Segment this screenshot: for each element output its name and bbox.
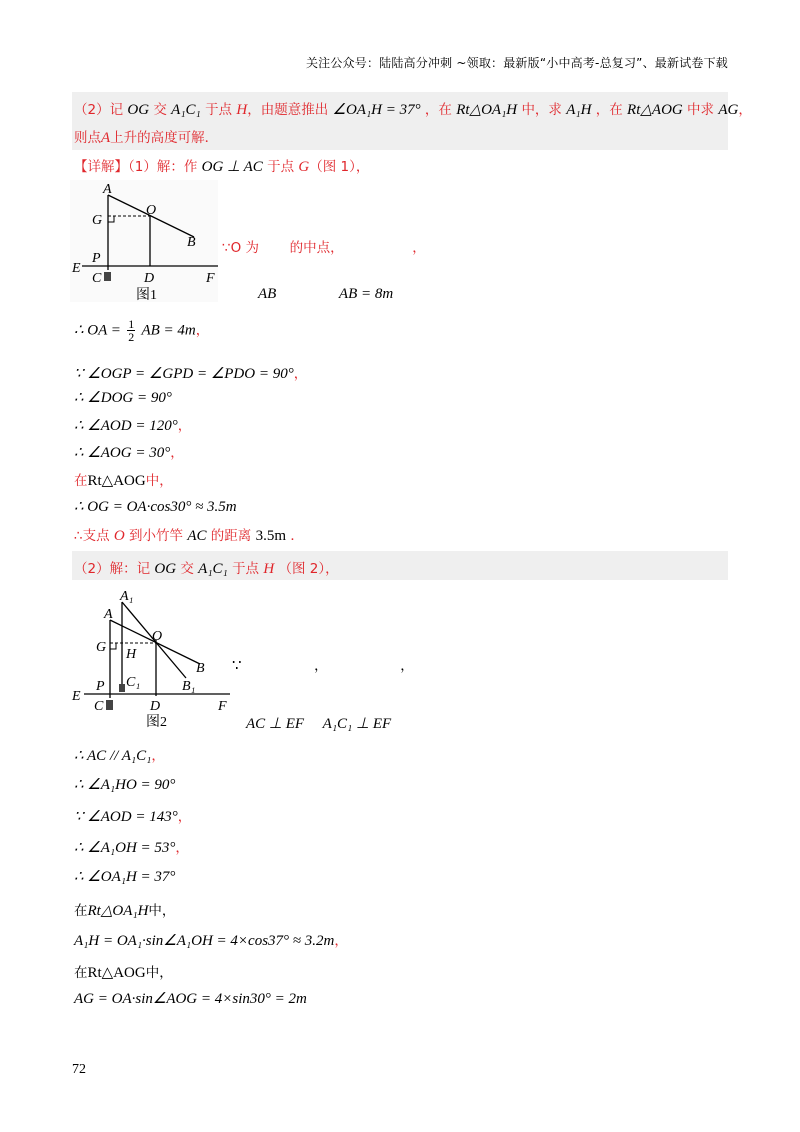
math: ∵ ∠OGP = ∠GPD = ∠PDO = 90°	[74, 366, 294, 382]
label-p: P	[96, 679, 105, 694]
punct: ，	[293, 366, 308, 382]
step2-3	[74, 805, 191, 826]
analysis-line-2	[74, 126, 218, 147]
detail-line-1	[74, 155, 369, 176]
math-rt2: Rt△AOG	[627, 102, 683, 118]
text: ，	[738, 102, 752, 118]
page-number: 72	[72, 1062, 86, 1077]
math: ∴ OA =	[74, 322, 121, 339]
text: ，在	[595, 102, 623, 118]
figure-1-caption: 图1	[136, 288, 157, 302]
text: ，由题意推出	[247, 102, 329, 118]
math: ∵ ∠AOD = 143°	[74, 809, 178, 825]
math-ac-perp-ef: AC ⊥ EF	[246, 716, 305, 732]
math-h: H	[236, 102, 248, 118]
math-ab-8m: AB = 8m	[338, 286, 394, 302]
fig1-side-text	[222, 236, 426, 256]
label-h: H	[126, 647, 137, 662]
text: ，	[314, 658, 328, 674]
step2-6	[74, 899, 175, 920]
step2-5	[74, 867, 175, 886]
right-angle-mark	[110, 643, 116, 649]
text: 的距离	[210, 528, 252, 544]
math-a1c1-perp-ef: A₁C₁ ⊥ EF	[322, 716, 392, 732]
math-a1h: A₁H	[566, 102, 592, 118]
text: 则点	[74, 130, 101, 146]
text: 中，求	[521, 102, 562, 118]
label-p: P	[92, 251, 101, 266]
math: ∴ ∠AOD = 120°	[74, 418, 178, 434]
step-1	[74, 318, 209, 343]
text: ，	[412, 240, 426, 256]
figure-2-caption: 图2	[146, 715, 167, 730]
text: 上升的高度可解．	[110, 130, 219, 146]
figure-2	[70, 586, 240, 732]
math-og-perp-ac: OG ⊥ AC	[201, 159, 263, 175]
label-g: G	[96, 640, 107, 655]
punct: ，	[195, 322, 210, 339]
text: 在	[74, 903, 88, 919]
step2-2	[74, 775, 175, 794]
part2-line	[74, 557, 339, 578]
label-b: B	[196, 661, 205, 676]
fraction-half	[127, 318, 135, 343]
text: 中，	[145, 473, 173, 489]
text: 在	[74, 473, 88, 489]
math-ab: AB	[258, 286, 277, 302]
label-e: E	[72, 689, 81, 704]
text: 交	[180, 561, 194, 577]
label-b1: B₁	[182, 679, 196, 694]
math-ac: AC	[187, 528, 207, 544]
text: ，	[400, 658, 414, 674]
math: ∴ AC // A₁C₁	[74, 748, 152, 764]
text: （图 2），	[278, 561, 339, 577]
numerator: 1	[128, 317, 135, 331]
punct: ，	[177, 418, 192, 434]
text: 中求	[687, 102, 715, 118]
math: Rt△OA₁H	[87, 903, 149, 919]
label-o: O	[146, 203, 157, 218]
text: ∵	[232, 658, 242, 674]
text: 于点	[232, 561, 260, 577]
detail-tag: 【详解】	[74, 159, 128, 175]
step2-4	[74, 836, 189, 857]
step-8	[74, 524, 304, 545]
text: 于点	[267, 159, 295, 175]
math: AB = 4m	[141, 322, 196, 339]
fig2-side-math	[246, 714, 391, 733]
math: ∴ ∠DOG = 90°	[74, 390, 172, 406]
step2-7	[74, 929, 348, 950]
label-a: A	[104, 607, 113, 622]
base-block	[106, 700, 113, 710]
math: Rt△AOG	[87, 473, 146, 489]
label-d: D	[150, 699, 161, 714]
math: ∴ ∠OA₁H = 37°	[74, 869, 176, 885]
figure-1	[70, 180, 222, 302]
math-og: OG	[154, 561, 177, 577]
label-g: G	[92, 213, 103, 228]
punct: ．	[290, 528, 304, 544]
label-f: F	[206, 271, 215, 286]
label-b: B	[187, 235, 196, 250]
math-o: O	[113, 528, 125, 544]
math-a: A	[101, 130, 111, 146]
step-3	[74, 388, 172, 407]
math: ∴ ∠A₁HO = 90°	[74, 777, 176, 793]
text: 到小竹竿	[129, 528, 184, 544]
math-h: H	[263, 561, 275, 577]
text: 在	[74, 965, 88, 981]
punct: ，	[170, 445, 184, 461]
label-c: C	[92, 271, 102, 286]
text: 交	[153, 102, 167, 118]
text: （2）解：记	[74, 561, 151, 577]
text: （图 1），	[309, 159, 370, 175]
math: A₁H = OA₁·sin∠A₁OH = 4×cos37° ≈ 3.2m	[74, 933, 335, 949]
math-eq: ∠OA₁H = 37°	[332, 102, 421, 118]
label-o: O	[152, 629, 163, 644]
punct: ，	[334, 933, 348, 949]
step-5	[74, 441, 184, 462]
math-rt: Rt△OA₁H	[456, 102, 518, 118]
text: 中，	[148, 903, 176, 919]
label-a: A	[103, 182, 112, 197]
fig2-side-text	[232, 654, 414, 675]
text: 的中点，	[289, 240, 344, 256]
step-7	[74, 497, 237, 516]
math-g: G	[298, 159, 310, 175]
punct: ，	[175, 840, 189, 856]
denominator: 2	[128, 330, 135, 344]
label-f: F	[218, 699, 227, 714]
base-block	[104, 272, 111, 281]
text: ∵O 为	[222, 240, 260, 256]
text: ∴支点	[74, 528, 110, 544]
math-a1c1: A₁C₁	[198, 561, 228, 577]
text: （1）解：作	[128, 159, 198, 175]
step2-8	[74, 961, 173, 982]
step-4	[74, 414, 191, 435]
math: ∴ ∠A₁OH = 53°	[74, 840, 176, 856]
step2-9	[74, 989, 307, 1008]
base-block-c1	[119, 684, 125, 692]
math-og: OG	[127, 102, 150, 118]
math-value: 3.5m	[255, 528, 287, 544]
label-c: C	[94, 699, 104, 714]
math: ∴ OG = OA·cos30° ≈ 3.5m	[74, 499, 237, 515]
page-header: 关注公众号：陆陆高分冲刺 ~领取：最新版“小中高考-总复习”、最新试卷下载	[305, 56, 728, 70]
step-2	[74, 362, 307, 383]
label-a1: A₁	[120, 589, 134, 604]
fig1-side-math	[258, 286, 393, 303]
label-d: D	[144, 271, 155, 286]
label-e: E	[72, 261, 81, 276]
analysis-line-1	[74, 98, 752, 119]
math: AG = OA·sin∠AOG = 4×sin30° = 2m	[74, 991, 307, 1007]
step2-1	[74, 744, 165, 765]
text: 于点	[205, 102, 233, 118]
punct: ，	[151, 748, 165, 764]
label-c1: C₁	[126, 675, 141, 690]
text: ，在	[424, 102, 452, 118]
text: （2）记	[74, 102, 124, 118]
math-a1c1: A₁C₁	[171, 102, 201, 118]
punct: ，	[177, 809, 192, 825]
text: 中，	[145, 965, 173, 981]
math-ag: AG	[718, 102, 739, 118]
math: ∴ ∠AOG = 30°	[74, 445, 171, 461]
step-6	[74, 469, 173, 490]
math: Rt△AOG	[87, 965, 146, 981]
